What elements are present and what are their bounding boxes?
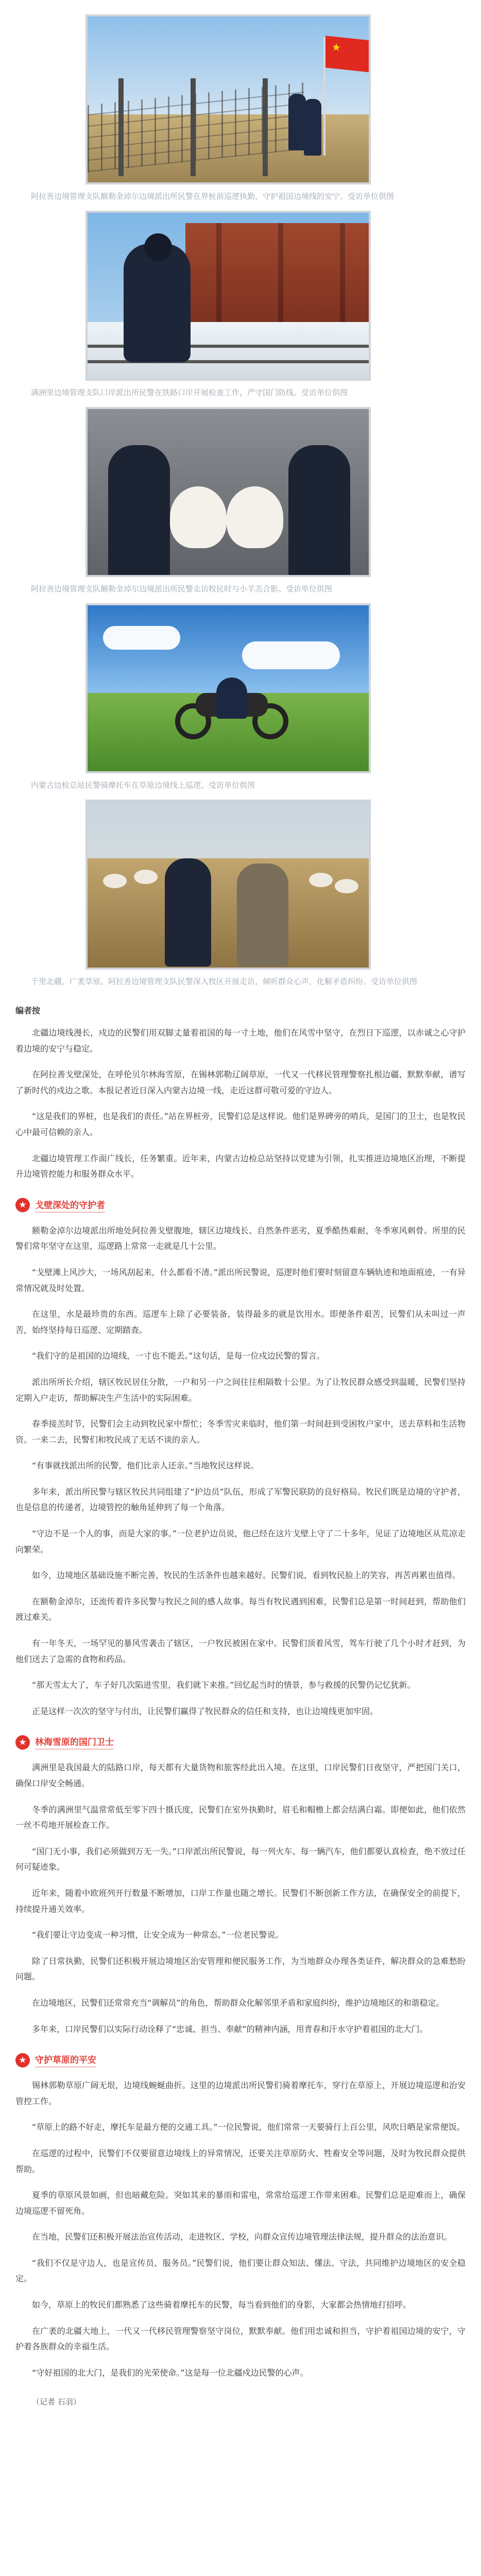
section-title: 戈壁深处的守护者 (35, 1198, 105, 1213)
body-paragraph: “我们不仅是守边人，也是宣传员、服务员。”民警们说，他们要让群众知法、懂法、守法，共同维护边境地区的安全稳定。 (15, 2258, 466, 2284)
motorbike-patrol-photo (85, 603, 371, 773)
photo-caption: 阿拉善边境管理支队额勒金淖尔边境派出所民警走访牧民时与小羊羔合影。受访单位供图 (31, 584, 333, 594)
intro-paragraph: 北疆边境管理工作面广线长，任务繁重。近年来，内蒙古边检总站坚持以党建为引领，扎实推进边境地区治理，不断提升边境管控能力和服务群众水平。 (15, 1153, 466, 1179)
body-paragraph: “守好祖国的北大门，是我们的光荣使命。”这是每一位北疆戍边民警的心声。 (32, 2367, 308, 2378)
body-paragraph: 在当地，民警们还积极开展法治宣传活动，走进牧区、学校，向群众宣传边境管理法律法规，提升群众的法治意识。 (32, 2232, 453, 2242)
intro-paragraph: 北疆边境线漫长，戍边的民警们用双脚丈量着祖国的每一寸土地，他们在风雪中坚守，在烈日下巡逻，以赤诚之心守护着边境的安宁与稳定。 (15, 1028, 466, 1054)
photo-caption: 满洲里边境管理支队口岸派出所民警在铁路口岸开展检查工作，严守国门防线。受访单位供图 (31, 388, 348, 397)
section-heading (15, 2053, 466, 2067)
body-paragraph: “有事就找派出所的民警，他们比亲人还亲。”当地牧民这样说。 (32, 1461, 259, 1471)
intro-paragraph: “这是我们的界桩，也是我们的责任。”站在界桩旁，民警们总是这样说。他们是界碑旁的哨兵，是国门的卫士，也是牧民心中最可信赖的亲人。 (15, 1111, 466, 1137)
body-paragraph: “戈壁滩上风沙大，一场风刮起来，什么都看不清。”派出所民警说，巡逻时他们要时刻留意车辆轨迹和地面痕迹，一有异常情况就及时处置。 (15, 1267, 466, 1293)
body-paragraph: 额勒金淖尔边境派出所地处阿拉善戈壁腹地，辖区边境线长、自然条件恶劣，夏季酷热难耐，冬季寒风刺骨。所里的民警们常年坚守在这里，巡逻路上常常一走就是几十公里。 (15, 1225, 466, 1251)
body-paragraph: “那天雪太大了，车子好几次陷进雪里，我们就下来推。”回忆起当时的情景，参与救援的民警仍记忆犹新。 (32, 1680, 416, 1690)
section-title: 守护草原的平安 (35, 2053, 96, 2067)
intro-section (15, 1025, 466, 1182)
body-paragraph: 多年来，口岸民警们以实际行动诠释了“忠诚、担当、奉献”的精神内涵，用青春和汗水守护着祖国的北大门。 (32, 2024, 428, 2034)
border-wall-photo: ★ (85, 14, 371, 184)
photo-caption: 内蒙古边检总站民警骑摩托车在草原边境线上巡逻。受访单位供图 (31, 781, 255, 790)
body-paragraph: “草原上的路不好走，摩托车是最方便的交通工具。”一位民警说，他们常常一天要骑行上百公里，风吹日晒是家常便饭。 (32, 2122, 465, 2132)
body-paragraph: 如今，边境地区基础设施不断完善，牧民的生活条件也越来越好。民警们说，看到牧民脸上的笑容，再苦再累也值得。 (32, 1570, 461, 1581)
reporter-credit: （记者 石羽） (32, 2397, 81, 2407)
body-paragraph: 在广袤的北疆大地上，一代又一代移民管理警察坚守岗位，默默奉献。他们用忠诚和担当，守护着祖国边境的安宁，守护着各族群众的幸福生活。 (15, 2326, 466, 2352)
body-paragraph: 春季接羔时节，民警们会主动到牧民家中帮忙；冬季雪灾来临时，他们第一时间赶到受困牧户家中，送去草料和生活物资。一来二去，民警们和牧民成了无话不谈的亲人。 (15, 1419, 466, 1445)
body-paragraph: “我们守的是祖国的边境线，一寸也不能丢。”这句话，是每一位戍边民警的誓言。 (32, 1351, 325, 1361)
train-inspection-photo (85, 211, 371, 381)
body-paragraph: 派出所所长介绍，辖区牧民居住分散，一户和另一户之间往往相隔数十公里。为了让牧民群众感受到温暖，民警们坚持定期入户走访，帮助解决生产生活中的实际困难。 (15, 1377, 466, 1403)
editor-note-label: 编者按 (15, 1006, 41, 1015)
body-paragraph: 除了日常执勤，民警们还积极开展边境地区治安管理和便民服务工作，为当地群众办理各类证件，解决群众的急难愁盼问题。 (15, 1956, 466, 1982)
section-heading (15, 1735, 466, 1750)
body-paragraph: 在巡逻的过程中，民警们不仅要留意边境线上的异常情况，还要关注草原防火、牲畜安全等问题，及时为牧民群众提供帮助。 (15, 2148, 466, 2174)
body-paragraph: 夏季的草原风景如画，但也暗藏危险。突如其来的暴雨和雷电，常常给巡逻工作带来困难。民警们总是迎难而上，确保边境巡逻不留死角。 (15, 2190, 466, 2216)
article-sections (15, 1198, 466, 2381)
star-icon: ★ (15, 2053, 30, 2067)
body-paragraph: 在这里，水是最珍贵的东西。巡逻车上除了必要装备，装得最多的就是饮用水。即便条件艰苦，民警们从未叫过一声苦，始终坚持每日巡逻、定期踏查。 (15, 1309, 466, 1335)
body-paragraph: “守边不是一个人的事，而是大家的事。”一位老护边员说，他已经在这片戈壁上守了二十多年，见证了边境地区从荒凉走向繁荣。 (15, 1529, 466, 1554)
section-title: 林海雪原的国门卫士 (35, 1735, 114, 1750)
herder-visit-photo (85, 800, 371, 970)
star-icon: ★ (15, 1198, 30, 1212)
section-heading (15, 1198, 466, 1213)
body-paragraph: 锡林郭勒草原广阔无垠，边境线蜿蜒曲折。这里的边境派出所民警们骑着摩托车，穿行在草原上，开展边境巡逻和治安管控工作。 (15, 2080, 466, 2106)
body-paragraph: 正是这样一次次的坚守与付出，让民警们赢得了牧民群众的信任和支持，也让边境线更加牢固。 (32, 1706, 379, 1716)
body-paragraph: 在边境地区，民警们还常常充当“调解员”的角色，帮助群众化解邻里矛盾和家庭纠纷，维护边境地区的和谐稳定。 (32, 1997, 444, 2008)
article-body (15, 0, 466, 2407)
body-paragraph: “国门无小事，我们必须做到万无一失。”口岸派出所民警说，每一列火车、每一辆汽车，他们都要认真检查，绝不放过任何可疑迹象。 (15, 1846, 466, 1872)
star-icon: ★ (15, 1735, 30, 1750)
body-paragraph: 有一年冬天，一场罕见的暴风雪袭击了辖区，一户牧民被困在家中。民警们顶着风雪，驾车行驶了几个小时才赶到，为他们送去了急需的食物和药品。 (15, 1638, 466, 1664)
photo-caption: 阿拉善边境管理支队额勒金淖尔边境派出所民警在界桩前巡逻执勤，守护祖国边境线的安宁。受访单位供图 (31, 192, 394, 201)
body-paragraph: 近年来，随着中欧班列开行数量不断增加，口岸工作量也随之增长。民警们不断创新工作方法，在确保安全的前提下，持续提升通关效率。 (15, 1888, 466, 1914)
photo-caption: 千里北疆，广袤草原。阿拉善边境管理支队民警深入牧区开展走访，倾听群众心声，化解矛盾纠纷。受访单位供图 (31, 977, 418, 986)
lambs-photo (85, 407, 371, 577)
body-paragraph: 满洲里是我国最大的陆路口岸，每天都有大量货物和旅客经此出入境。在这里，口岸民警们日夜坚守，严把国门关口，确保口岸安全畅通。 (15, 1762, 466, 1788)
body-paragraph: 多年来，派出所民警与辖区牧民共同组建了“护边员”队伍，形成了军警民联防的良好格局。牧民们既是边境的守护者，也是信息的传递者，边境管控的触角延伸到了每一个角落。 (15, 1486, 466, 1513)
body-paragraph: 如今，草原上的牧民们都熟悉了这些骑着摩托车的民警，每当看到他们的身影，大家都会热情地打招呼。 (32, 2300, 411, 2310)
body-paragraph: 在额勒金淖尔，还流传着许多民警与牧民之间的感人故事。每当有牧民遇到困难，民警们总是第一时间赶到，帮助他们渡过难关。 (15, 1596, 466, 1622)
body-paragraph: 冬季的满洲里气温常常低至零下四十摄氏度，民警们在室外执勤时，眉毛和帽檐上都会结满白霜。即便如此，他们依然一丝不苟地开展检查工作。 (15, 1804, 466, 1831)
intro-paragraph: 在阿拉善戈壁深处，在呼伦贝尔林海雪原，在锡林郭勒辽阔草原，一代又一代移民管理警察扎根边疆、默默奉献，谱写了新时代的戍边之歌。本报记者近日深入内蒙古边境一线，走近这群可敬可爱的守边人。 (15, 1070, 466, 1095)
body-paragraph: “我们要让守边变成一种习惯，让安全成为一种常态。”一位老民警说。 (32, 1930, 284, 1940)
